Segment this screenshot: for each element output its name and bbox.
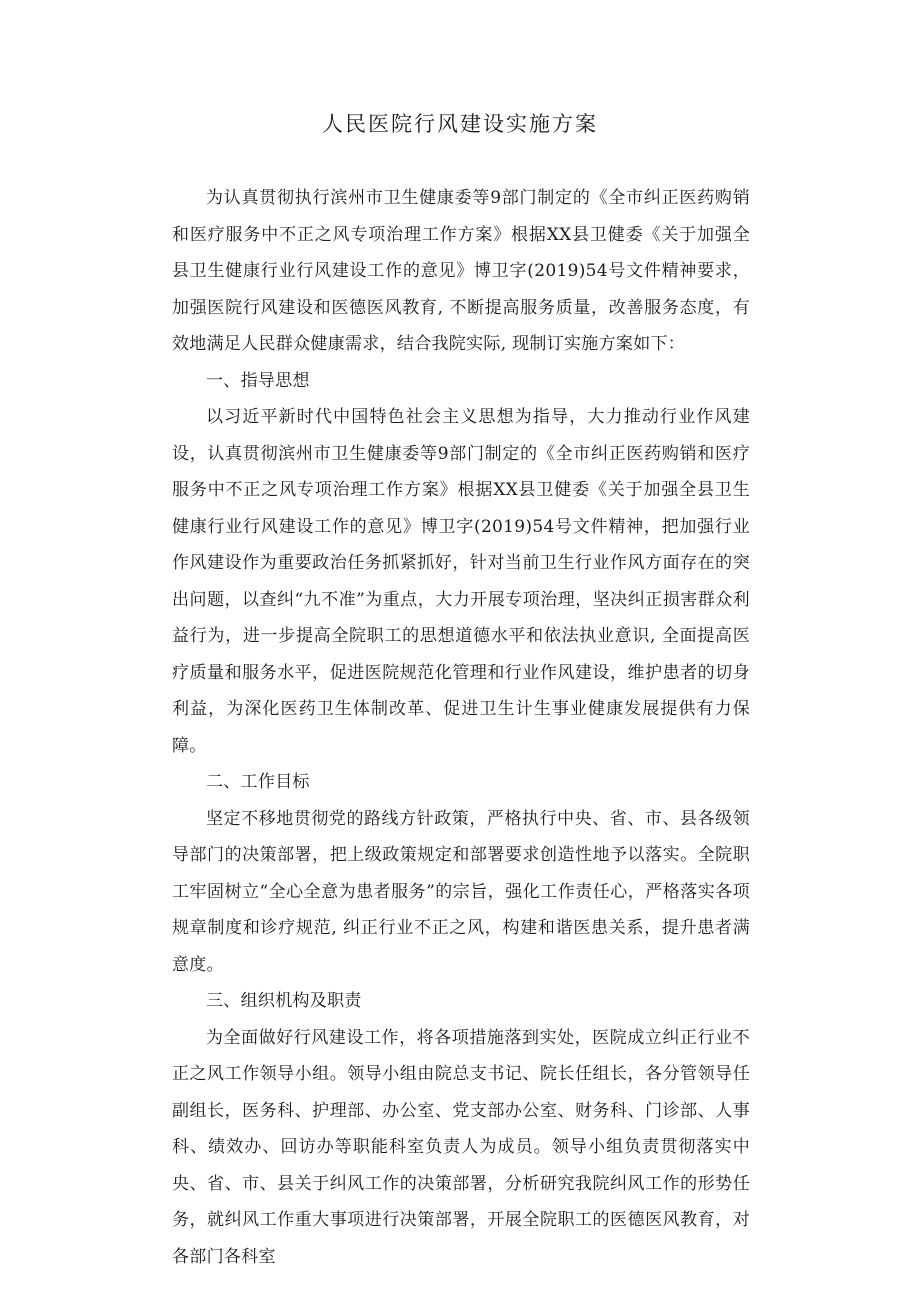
section-heading-organization: 三、组织机构及职责 [206, 991, 362, 1011]
section-paragraph-work-goals: 坚定不移地贯彻党的路线方针政策，严格执行中央、省、市、县各级领导部门的决策部署，把上级政策规定和部署要求创造性地予以落实。全院职工牢固树立“全心全意为患者服务”的宗旨，强化工作责任心，严格落实各项规章制度和诊疗规范, 纠正行业不正之风，构建和谐医患关系，提升患者满意度。 [172, 808, 750, 975]
section-heading-guiding-ideology: 一、指导思想 [206, 370, 310, 391]
document-body [172, 180, 750, 1275]
document-title: 人民医院行风建设实施方案 [322, 112, 598, 136]
section-heading-work-goals: 二、工作目标 [206, 772, 310, 792]
section-paragraph-organization: 为全面做好行风建设工作，将各项措施落到实处，医院成立纠正行业不正之风工作领导小组。领导小组由院总支书记、院长任组长，各分管领导任副组长，医务科、护理部、办公室、党支部办公室、财务科、门诊部、人事科、绩效办、回访办等职能科室负责人为成员。领导小组负责贯彻落实中央、省、市、县关于纠风工作的决策部署，分析研究我院纠风工作的形势任务，就纠风工作重大事项进行决策部署，开展全院职工的医德医风教育，对各部门各科室 [172, 1027, 750, 1267]
intro-paragraph: 为认真贯彻执行滨州市卫生健康委等9部门制定的《全市纠正医药购销和医疗服务中不正之风专项治理工作方案》根据XX县卫健委《关于加强全县卫生健康行业行风建设工作的意见》博卫字(2019)54号文件精神要求，加强医院行风建设和医德医风教育, 不断提高服务质量，改善服务态度，有效地满足人民群众健康需求，结合我院实际, 现制订实施方案如下： [172, 188, 750, 354]
section-paragraph-guiding-ideology: 以习近平新时代中国特色社会主义思想为指导，大力推动行业作风建设，认真贯彻滨州市卫生健康委等9部门制定的《全市纠正医药购销和医疗服务中不正之风专项治理工作方案》根据XX县卫健委《关于加强全县卫生健康行业行风建设工作的意见》博卫字(2019)54号文件精神，把加强行业作风建设作为重要政治任务抓紧抓好，针对当前卫生行业作风方面存在的突出问题，以查纠“九不准”为重点，大力开展专项治理，坚决纠正损害群众利益行为，进一步提高全院职工的思想道德水平和依法执业意识, 全面提高医疗质量和服务水平，促进医院规范化管理和行业作风建设，维护患者的切身利益，为深化医药卫生体制改革、促进卫生计生事业健康发展提供有力保障。 [172, 407, 750, 756]
